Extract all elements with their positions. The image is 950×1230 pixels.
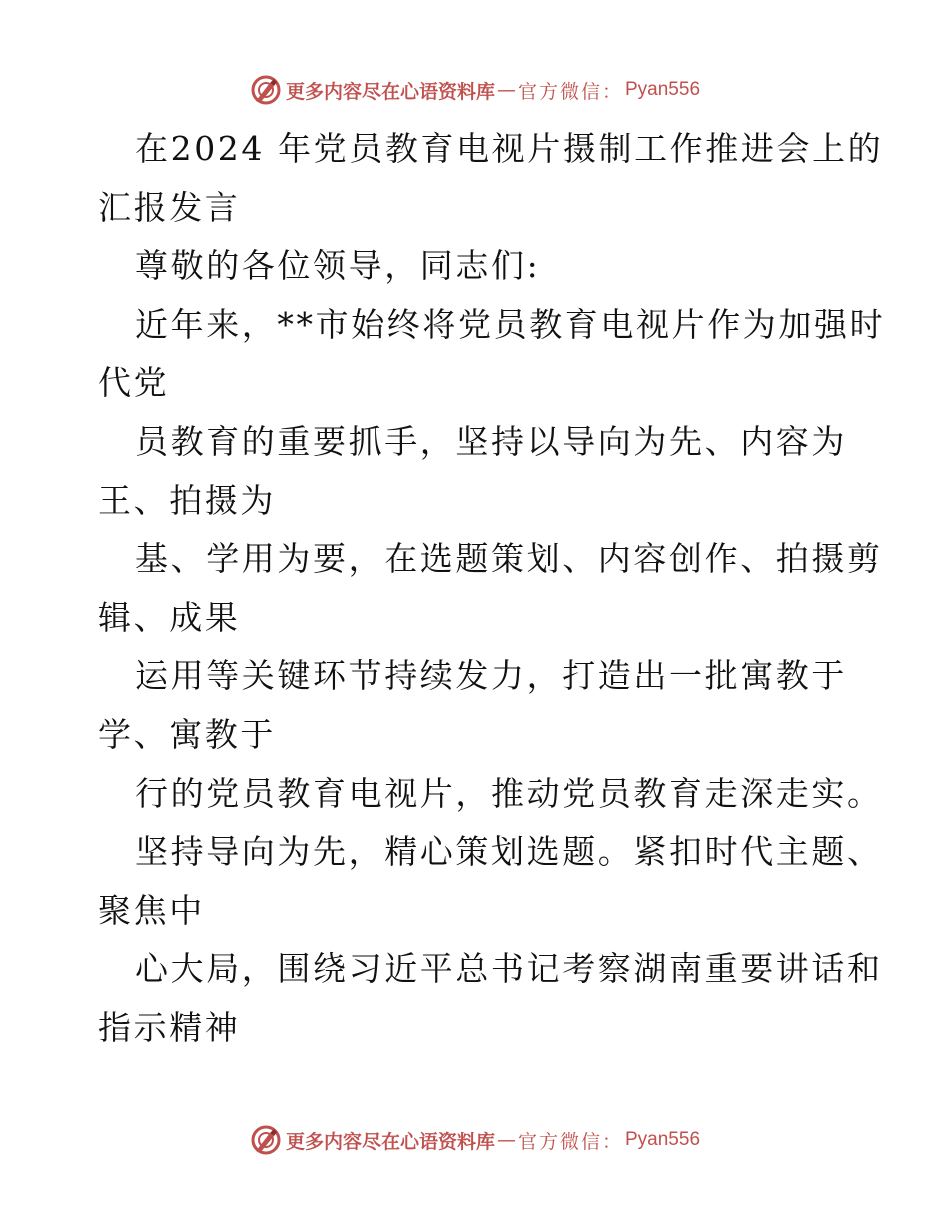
pen-logo-icon (250, 1124, 282, 1156)
watermark-wechat-id: Pyan556 (625, 1129, 701, 1150)
text-line: 行的党员教育电视片，推动党员教育走深走实。 (135, 773, 883, 813)
watermark-dash: — (496, 79, 516, 101)
text-line: 尊敬的各位领导，同志们: (135, 246, 541, 286)
document-body (98, 120, 888, 1058)
text-line: 员教育的重要抓手，坚持以导向为先、内容为 (135, 421, 847, 461)
text-line: 汇报发言 (98, 187, 241, 227)
watermark-site-text: 更多内容尽在心语资料库 (285, 80, 495, 103)
text-line: 运用等关键环节持续发力，打造出一批寓教于 (135, 656, 847, 696)
pen-logo-icon (250, 74, 282, 106)
watermark-wechat-label: 官方微信： (517, 80, 623, 103)
watermark-site-text: 更多内容尽在心语资料库 (285, 1130, 495, 1153)
text-line: 辑、成果 (98, 597, 241, 637)
text-line: 王、拍摄为 (98, 480, 276, 520)
text-line: 聚焦中 (98, 890, 205, 930)
watermark-wechat-label: 官方微信： (517, 1130, 623, 1153)
text-line: 基、学用为要，在选题策划、内容创作、拍摄剪 (135, 539, 883, 579)
text-line: 指示精神 (98, 1007, 241, 1047)
header-watermark (0, 73, 950, 107)
text-line: 心大局，围绕习近平总书记考察湖南重要讲话和 (135, 949, 883, 989)
text-line: 在2024 年党员教育电视片摄制工作推进会上的 (135, 129, 884, 168)
text-line: 代党 (98, 363, 170, 403)
watermark-wechat-id: Pyan556 (625, 79, 701, 100)
text-line: 学、寓教于 (98, 714, 276, 754)
watermark-dash: — (496, 1129, 516, 1151)
text-line: 近年来，**市始终将党员教育电视片作为加强时 (135, 304, 886, 344)
footer-watermark (0, 1123, 950, 1157)
text-line: 坚持导向为先，精心策划选题。紧扣时代主题、 (135, 832, 883, 872)
